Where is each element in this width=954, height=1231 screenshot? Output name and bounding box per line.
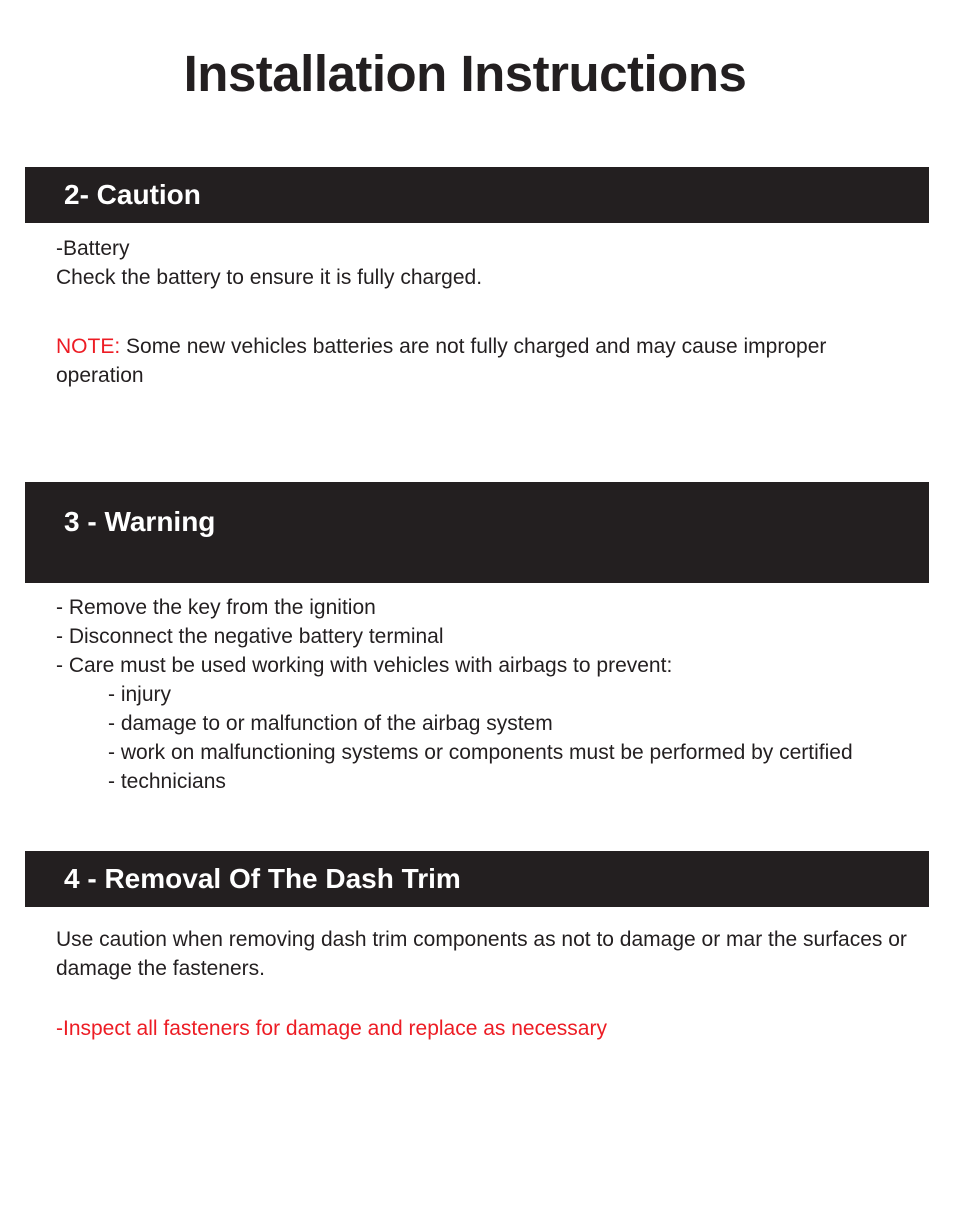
warning-subitem: - injury (108, 683, 172, 706)
warning-item: - Remove the key from the ignition (56, 596, 376, 619)
warning-heading: 3 - Warning (64, 506, 216, 537)
warning-list (56, 593, 853, 796)
battery-label: -Battery (56, 237, 130, 260)
warning-subitem: - technicians (108, 770, 226, 793)
page-title: Installation Instructions (183, 45, 747, 102)
warning-item: - Care must be used working with vehicles with airbags to prevent: (56, 654, 673, 677)
removal-paragraph: Use caution when removing dash trim components as not to damage or mar the surfaces or damage the fasteners. (56, 928, 907, 980)
removal-section-header (25, 851, 929, 907)
warning-subitem: - work on malfunctioning systems or components must be performed by certified (108, 741, 853, 764)
removal-inspect (56, 1014, 607, 1043)
warning-item: - Disconnect the negative battery terminal (56, 625, 444, 648)
warning-subitem: - damage to or malfunction of the airbag system (108, 712, 553, 735)
caution-heading: 2- Caution (64, 179, 201, 210)
caution-battery-block (56, 234, 482, 292)
removal-text (56, 925, 916, 983)
warning-section-header (25, 482, 929, 583)
battery-text: Check the battery to ensure it is fully charged. (56, 266, 483, 289)
caution-section-header (25, 167, 929, 223)
inspect-text: -Inspect all fasteners for damage and replace as necessary (56, 1017, 607, 1040)
note-label: NOTE: (56, 335, 121, 358)
removal-heading: 4 - Removal Of The Dash Trim (64, 863, 461, 894)
caution-note (56, 332, 916, 390)
note-text: Some new vehicles batteries are not fully charged and may cause improper operation (56, 335, 827, 387)
